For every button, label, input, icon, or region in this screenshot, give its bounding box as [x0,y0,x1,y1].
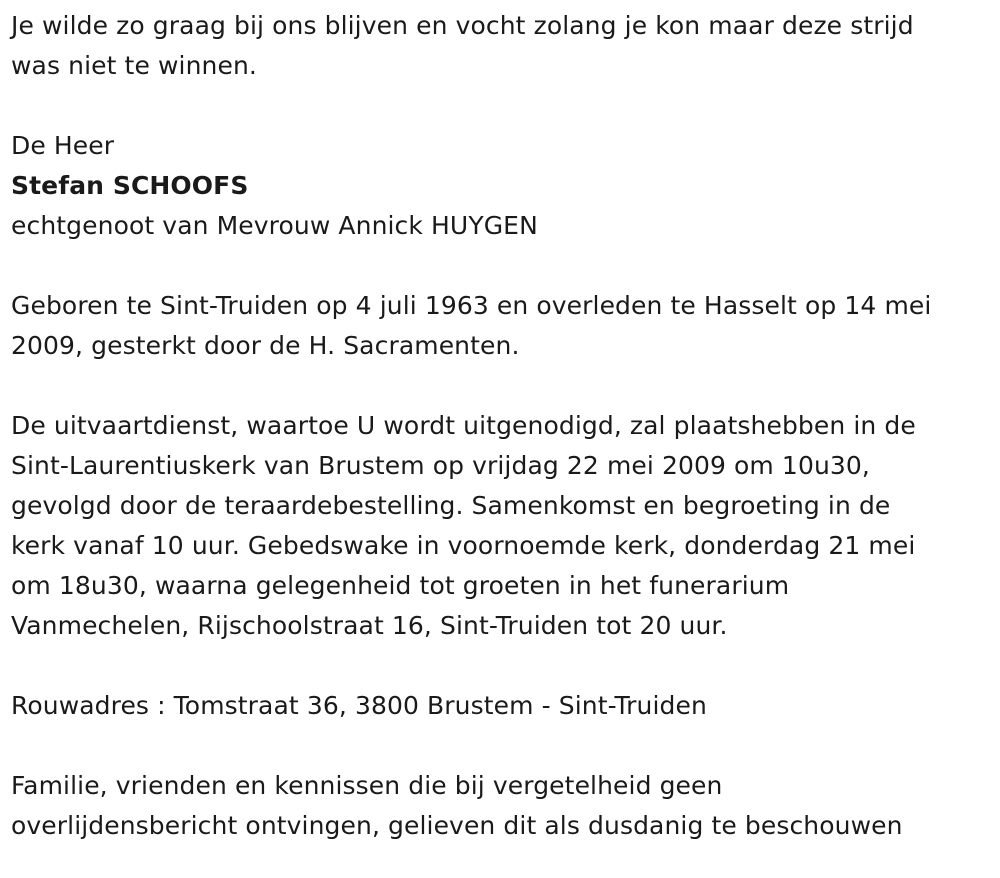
paragraph-gap [11,86,993,126]
birth-death-line: 2009, gesterkt door de H. Sacramenten. [11,331,520,360]
mourning-address: Rouwadres : Tomstraat 36, 3800 Brustem - Sint-Truiden [11,691,707,720]
paragraph-gap [11,646,993,686]
closing-line: overlijdensbericht ontvingen, gelieven dit als dusdanig te beschouwen [11,811,903,840]
paragraph-gap [11,726,993,766]
paragraph-gap [11,246,993,286]
obituary-document [11,6,993,846]
funeral-line: om 18u30, waarna gelegenheid tot groeten in het funerarium [11,571,790,600]
funeral-line: Sint-Laurentiuskerk van Brustem op vrijdag 22 mei 2009 om 10u30, [11,451,870,480]
funeral-line: gevolgd door de teraardebestelling. Samenkomst en begroeting in de [11,491,891,520]
funeral-line: kerk vanaf 10 uur. Gebedswake in voornoemde kerk, donderdag 21 mei [11,531,916,560]
birth-death-paragraph [11,286,993,366]
funeral-line: Vanmechelen, Rijschoolstraat 16, Sint-Truiden tot 20 uur. [11,611,728,640]
deceased-name: Stefan SCHOOFS [11,171,249,200]
closing-line: Familie, vrienden en kennissen die bij vergetelheid geen [11,771,723,800]
closing-paragraph [11,766,993,846]
birth-death-line: Geboren te Sint-Truiden op 4 juli 1963 en overleden te Hasselt op 14 mei [11,291,932,320]
funeral-line: De uitvaartdienst, waartoe U wordt uitgenodigd, zal plaatshebben in de [11,411,916,440]
honorific-title: De Heer [11,131,115,160]
funeral-paragraph [11,406,993,646]
paragraph-gap [11,366,993,406]
intro-line: was niet te winnen. [11,51,257,80]
intro-line: Je wilde zo graag bij ons blijven en vocht zolang je kon maar deze strijd [11,11,914,40]
intro-paragraph [11,6,993,86]
spouse-line: echtgenoot van Mevrouw Annick HUYGEN [11,211,538,240]
